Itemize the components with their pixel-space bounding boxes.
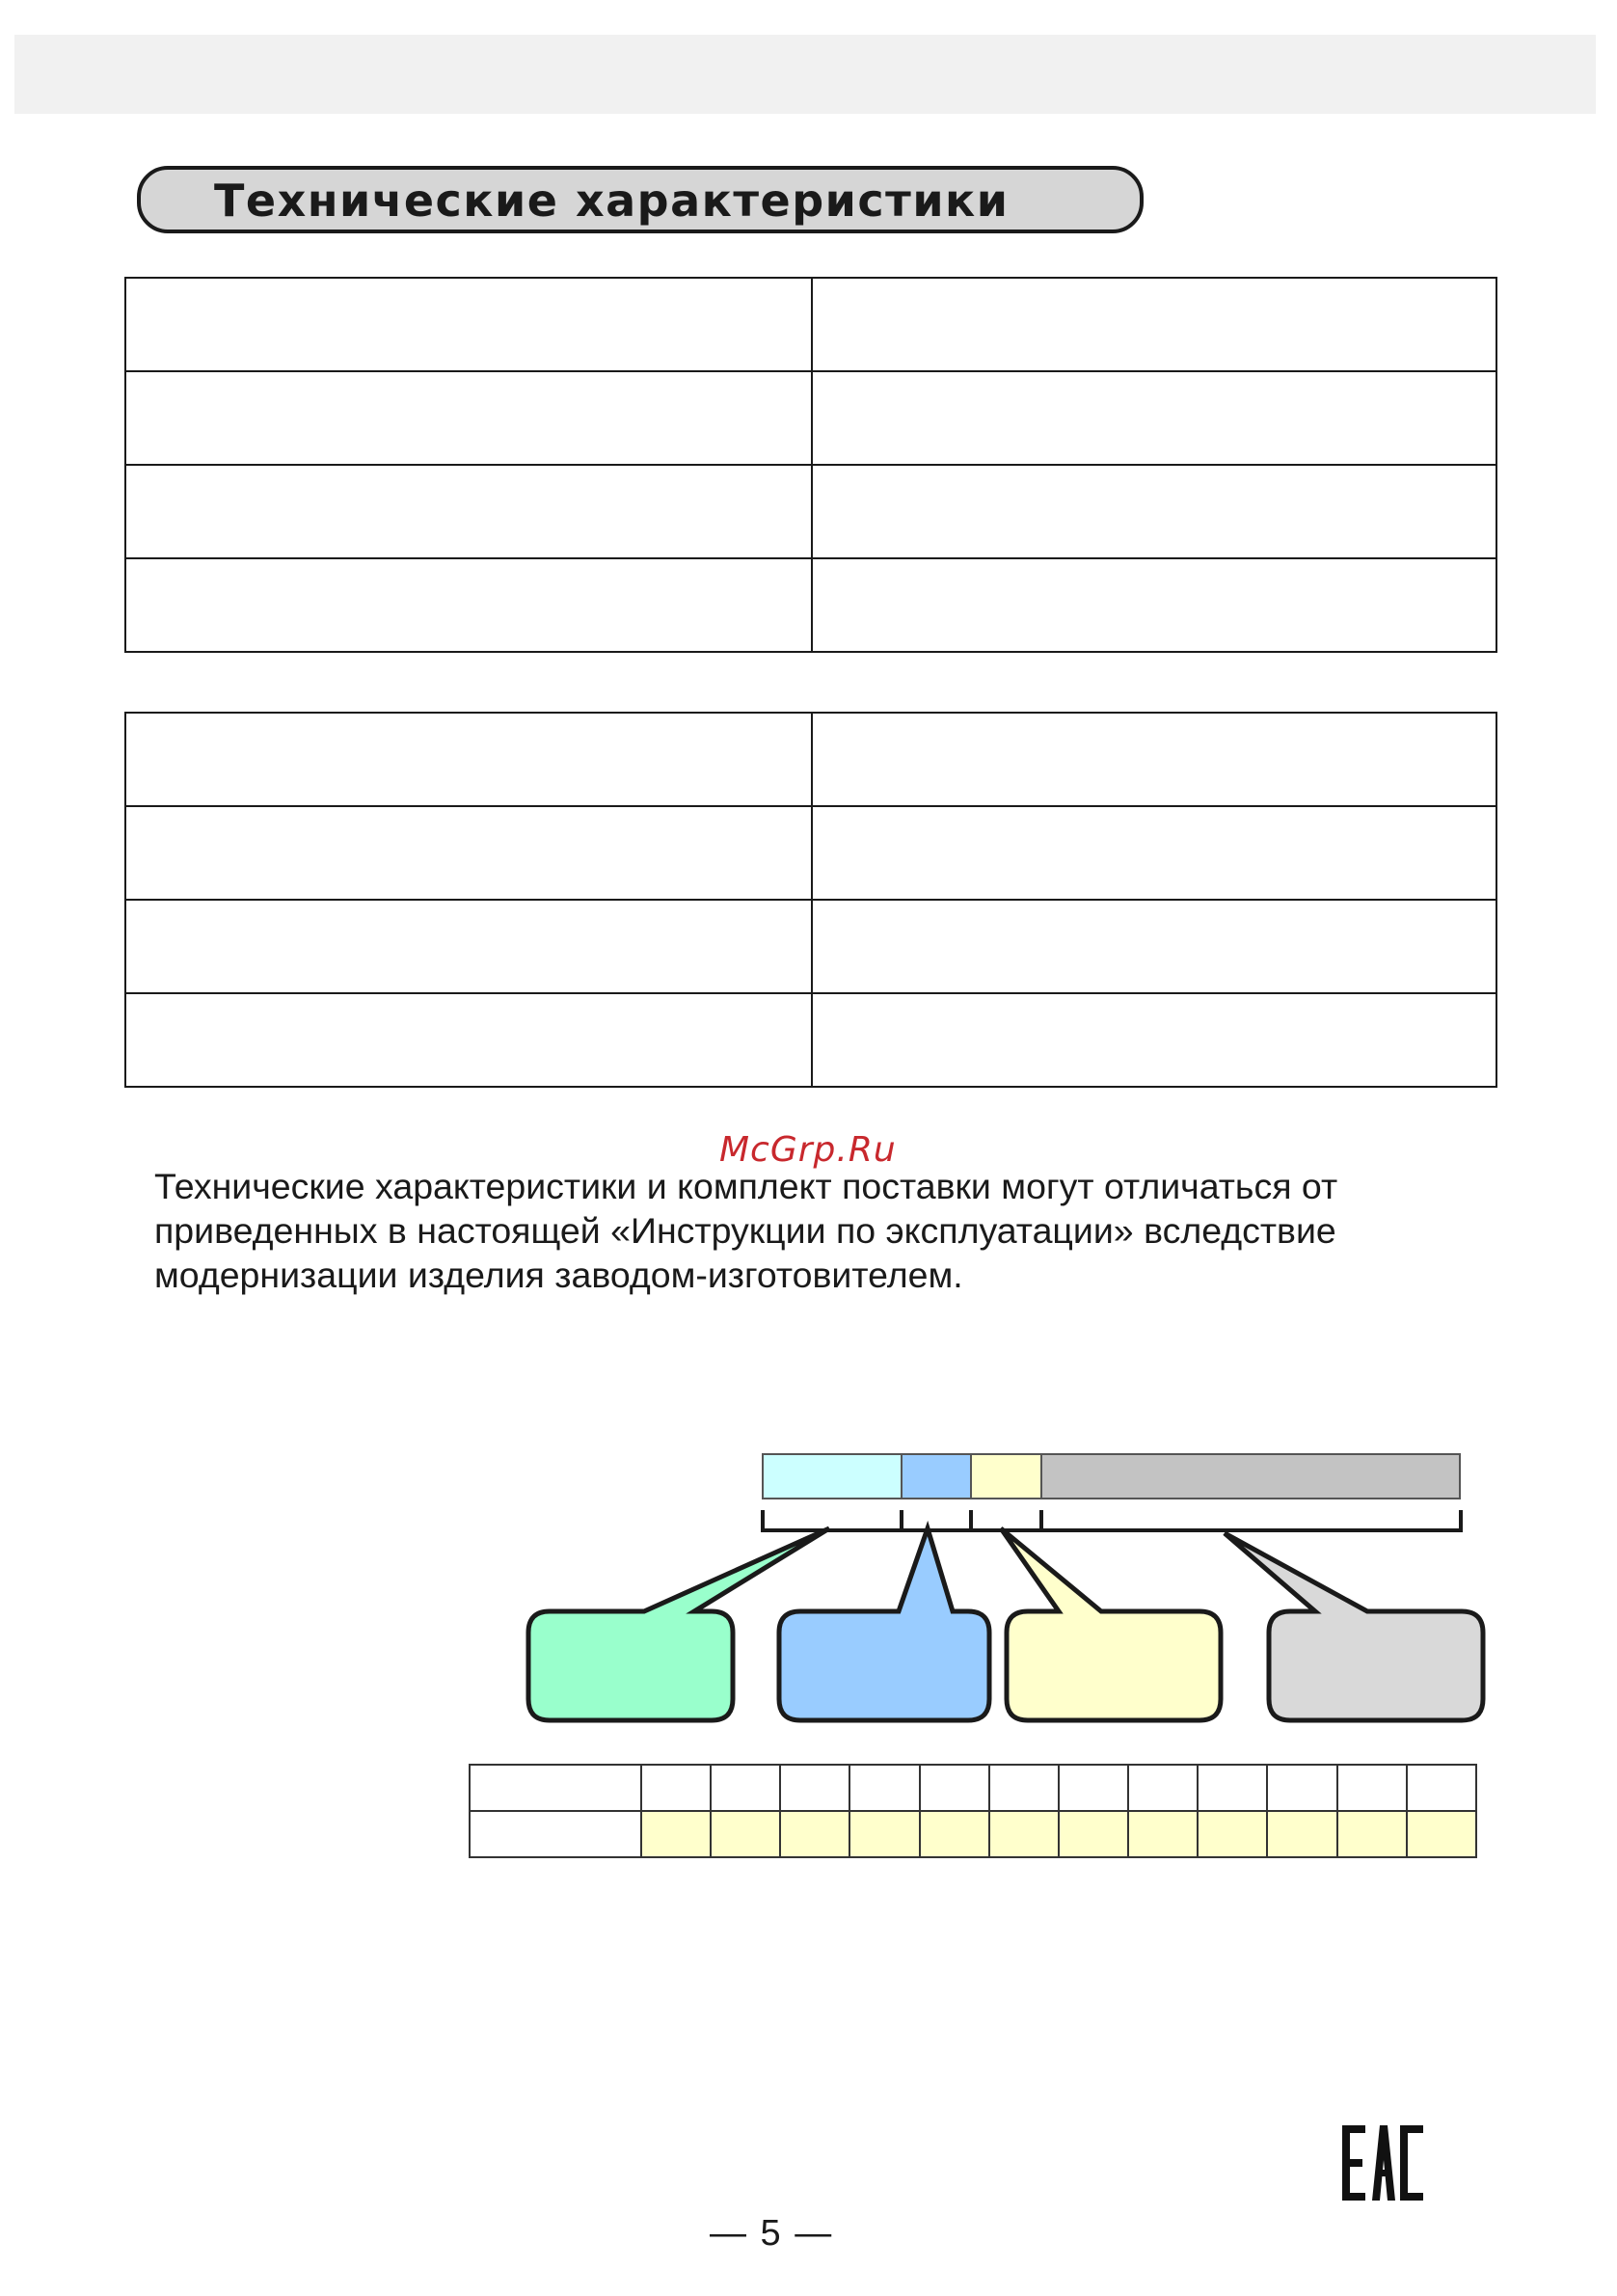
- code-segment-1: [762, 1453, 903, 1499]
- table-row: [125, 900, 1496, 993]
- segment-brackets: [763, 1510, 1461, 1530]
- table-row: [125, 278, 1496, 371]
- disclaimer-note: Технические характеристики и комплект поставки могут отличаться от приведенных в настоящей «Инструкции по эксплуатации» вследствие модернизации изделия заводом-изготовителем.: [154, 1166, 1338, 1295]
- table-row: [470, 1811, 1476, 1857]
- callout-bubble-2: [779, 1528, 989, 1720]
- section-title-banner: [137, 166, 1144, 233]
- table-row: [125, 558, 1496, 652]
- table-row: [125, 993, 1496, 1087]
- page-number: — 5 —: [710, 2213, 834, 2254]
- year-code-table: [469, 1764, 1477, 1858]
- table-row: [125, 465, 1496, 558]
- spec-table-2: [124, 712, 1497, 1088]
- spec-table-1: [124, 277, 1497, 653]
- code-segment-3: [970, 1453, 1042, 1499]
- callout-bubble-3: [1001, 1528, 1221, 1720]
- code-segment-2: [901, 1453, 972, 1499]
- code-segment-4: [1040, 1453, 1461, 1499]
- table-row: [125, 713, 1496, 806]
- callout-bubble-1: [528, 1528, 829, 1720]
- callout-bubble-4: [1225, 1533, 1483, 1720]
- watermark-text: McGrp.Ru: [719, 1130, 897, 1170]
- eac-mark-icon: [1342, 2121, 1423, 2204]
- table-row: [125, 371, 1496, 465]
- header-band: [14, 35, 1596, 114]
- table-row: [125, 806, 1496, 900]
- section-title: Технические характеристики: [214, 175, 1010, 227]
- table-row: [470, 1765, 1476, 1811]
